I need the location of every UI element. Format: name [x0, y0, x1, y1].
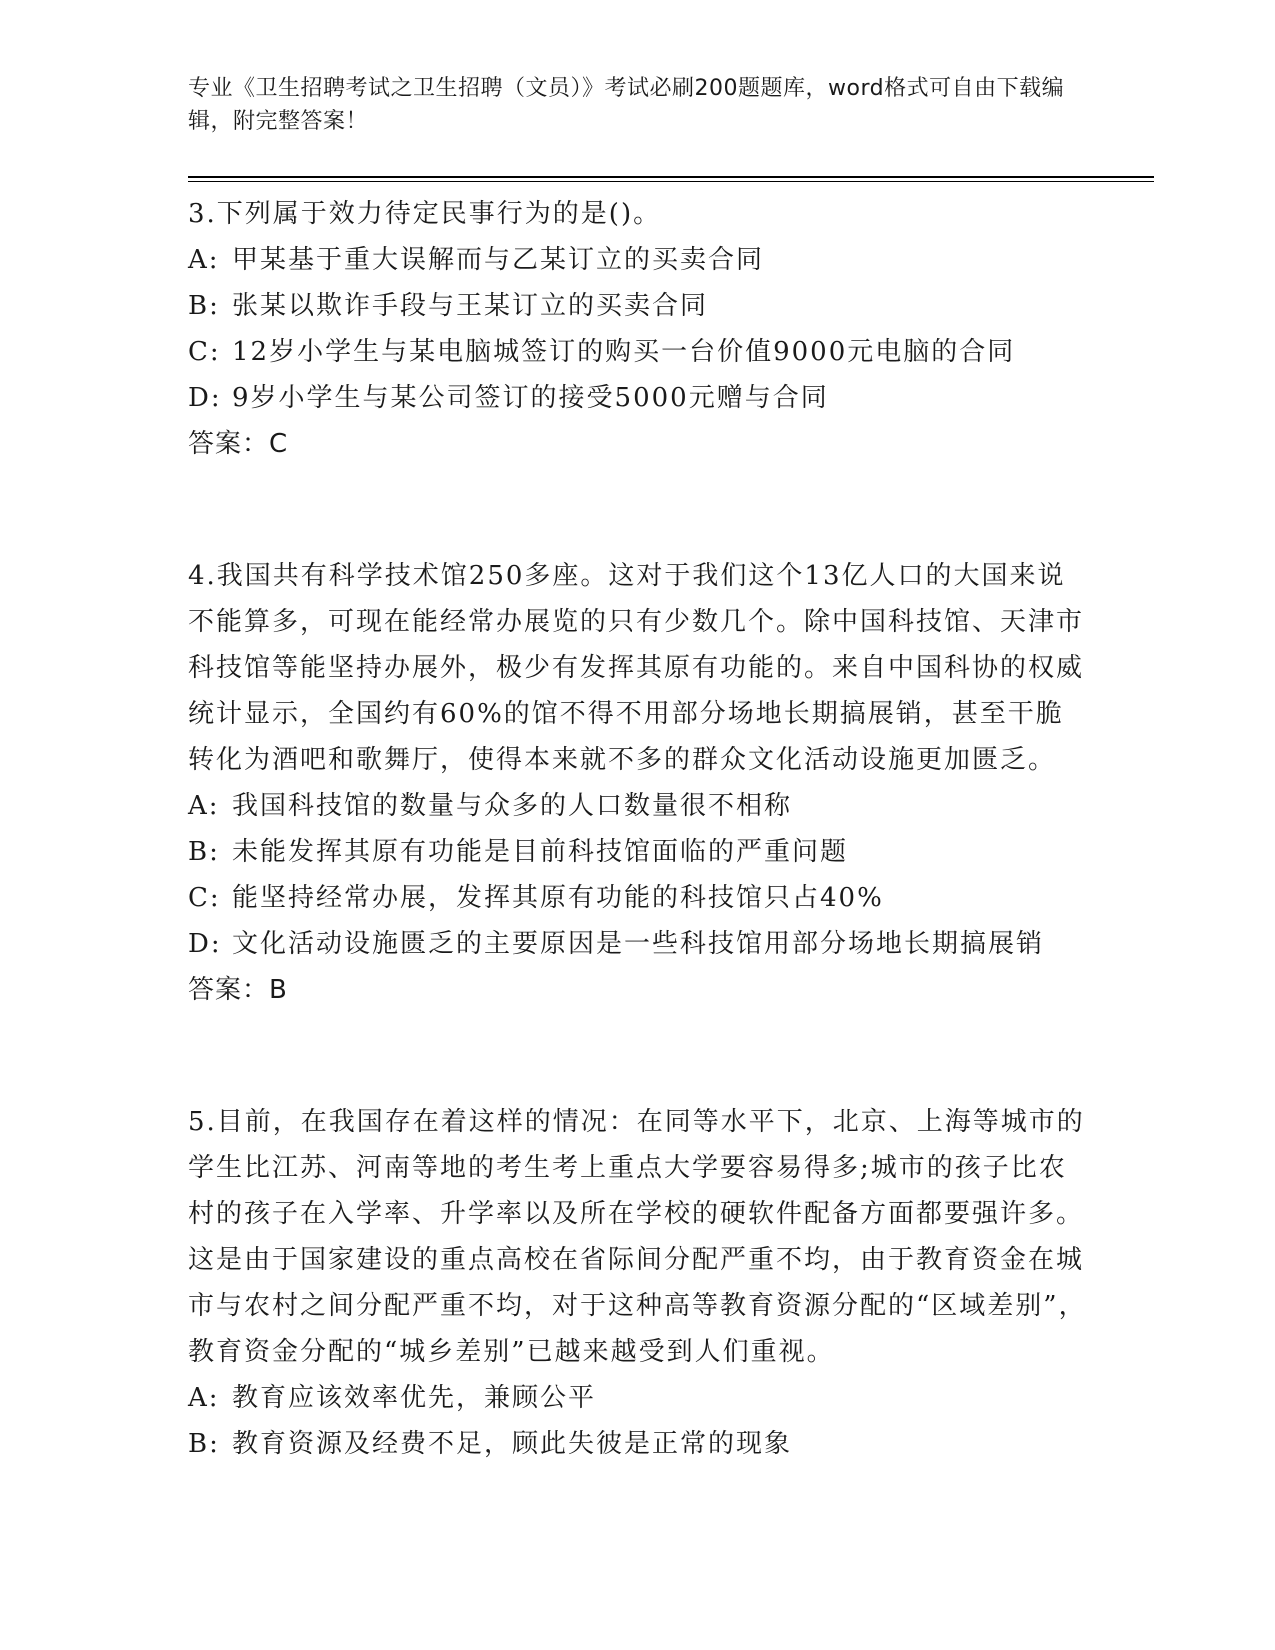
option-b	[188, 829, 1088, 875]
question-spacer	[188, 467, 1088, 553]
option-letter: A:	[188, 245, 220, 275]
option-letter: B:	[188, 291, 220, 321]
answer-line: 答案：C	[188, 429, 289, 459]
header-divider-thick	[188, 176, 1154, 178]
option-a	[188, 237, 1088, 283]
question-4	[188, 553, 1088, 1013]
option-letter: A:	[188, 1383, 220, 1413]
option-b	[188, 1421, 1088, 1467]
option-text: 12岁小学生与某电脑城签订的购买一台价值9000元电脑的合同	[232, 337, 1016, 367]
option-letter: A:	[188, 791, 220, 821]
option-letter: B:	[188, 1429, 220, 1459]
header-divider-thin	[188, 181, 1154, 182]
option-a	[188, 783, 1088, 829]
answer-line: 答案：B	[188, 975, 288, 1005]
option-letter: D:	[188, 929, 222, 959]
question-spacer	[188, 1013, 1088, 1099]
option-letter: B:	[188, 837, 220, 867]
option-text: 能坚持经常办展，发挥其原有功能的科技馆只占40%	[232, 883, 884, 913]
option-text: 教育应该效率优先，兼顾公平	[232, 1383, 597, 1413]
option-b	[188, 283, 1088, 329]
option-c	[188, 329, 1088, 375]
question-list	[188, 191, 1088, 1467]
option-letter: C:	[188, 337, 221, 367]
option-text: 张某以欺诈手段与王某订立的买卖合同	[232, 291, 709, 321]
question-stem: 5.目前，在我国存在着这样的情况：在同等水平下，北京、上海等城市的学生比江苏、河南等地的考生考上重点大学要容易得多;城市的孩子比农村的孩子在入学率、升学率以及所在学校的硬软件配备方面都要强许多。这是由于国家建设的重点高校在省际间分配严重不均，由于教育资金在城市与农村之间分配严重不均，对于这种高等教育资源分配的“区域差别”，教育资金分配的“城乡差别”已越来越受到人们重视。	[188, 1107, 1087, 1367]
option-text: 文化活动设施匮乏的主要原因是一些科技馆用部分场地长期搞展销	[232, 929, 1045, 959]
question-stem: 4.我国共有科学技术馆250多座。这对于我们这个13亿人口的大国来说不能算多，可现在能经常办展览的只有少数几个。除中国科技馆、天津市科技馆等能坚持办展外，极少有发挥其原有功能的。来自中国科协的权威统计显示，全国约有60%的馆不得不用部分场地长期搞展销，甚至干脆转化为酒吧和歌舞厅，使得本来就不多的群众文化活动设施更加匮乏。	[188, 561, 1085, 775]
option-text: 未能发挥其原有功能是目前科技馆面临的严重问题	[232, 837, 849, 867]
option-letter: C:	[188, 883, 221, 913]
option-d	[188, 375, 1088, 421]
document-header: 专业《卫生招聘考试之卫生招聘（文员）》考试必刷200题题库，word格式可自由下载编辑，附完整答案！	[188, 76, 1065, 134]
question-3	[188, 191, 1088, 467]
option-text: 9岁小学生与某公司签订的接受5000元赠与合同	[232, 383, 829, 413]
option-d	[188, 921, 1088, 967]
question-5	[188, 1099, 1088, 1467]
option-text: 甲某基于重大误解而与乙某订立的买卖合同	[232, 245, 765, 275]
option-text: 教育资源及经费不足，顾此失彼是正常的现象	[232, 1429, 793, 1459]
option-c	[188, 875, 1088, 921]
option-text: 我国科技馆的数量与众多的人口数量很不相称	[232, 791, 793, 821]
question-stem: 3.下列属于效力待定民事行为的是()。	[188, 199, 662, 229]
option-a	[188, 1375, 1088, 1421]
option-letter: D:	[188, 383, 222, 413]
